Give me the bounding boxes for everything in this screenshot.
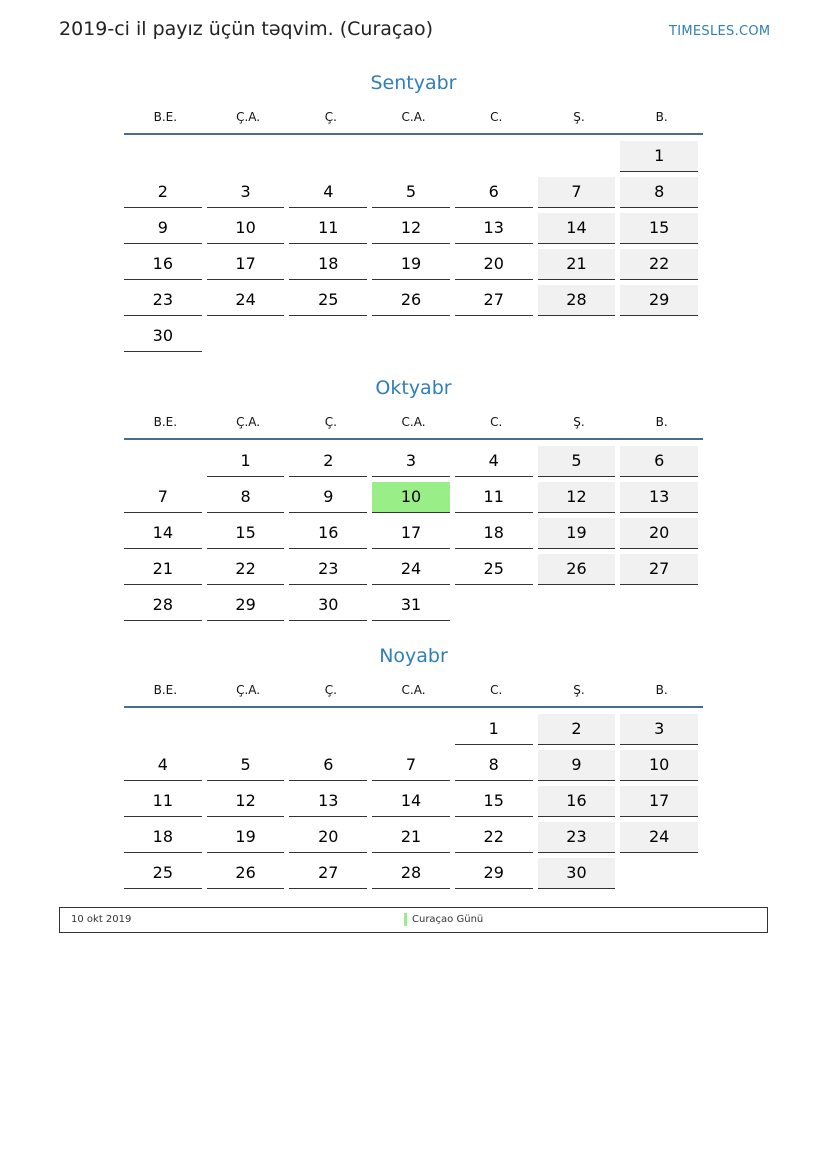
week-row xyxy=(124,482,703,518)
day-cell: 13 xyxy=(455,213,533,244)
weekday-label: Ş. xyxy=(573,683,585,697)
day-cell: 10 xyxy=(207,213,285,244)
day-cell: 29 xyxy=(620,285,698,316)
day-cell: 9 xyxy=(124,213,202,244)
weekday-label: C. xyxy=(490,415,503,429)
week-row xyxy=(124,518,703,554)
legend-box xyxy=(59,907,768,933)
day-cell: 15 xyxy=(455,786,533,817)
day-cell: 22 xyxy=(455,822,533,853)
day-cell: 3 xyxy=(372,446,450,477)
month-september xyxy=(124,69,703,357)
day-cell: 1 xyxy=(455,714,533,745)
empty-cell xyxy=(620,590,698,620)
week-row xyxy=(124,750,703,786)
day-cell: 25 xyxy=(124,858,202,889)
week-row xyxy=(124,822,703,858)
empty-cell xyxy=(124,446,202,476)
empty-cell xyxy=(538,321,616,351)
empty-cell xyxy=(207,321,285,351)
weekday-label: Ş. xyxy=(573,415,585,429)
weekday-label: C. xyxy=(490,110,503,124)
day-cell: 1 xyxy=(207,446,285,477)
empty-cell xyxy=(289,321,367,351)
weekday-label: Ş. xyxy=(573,110,585,124)
day-cell: 20 xyxy=(620,518,698,549)
day-cell: 13 xyxy=(289,786,367,817)
day-cell: 30 xyxy=(538,858,616,889)
day-cell: 25 xyxy=(455,554,533,585)
day-cell: 5 xyxy=(538,446,616,477)
legend-date: 10 okt 2019 xyxy=(71,914,132,925)
day-cell: 18 xyxy=(455,518,533,549)
day-cell: 17 xyxy=(620,786,698,817)
day-cell: 14 xyxy=(372,786,450,817)
day-cell: 30 xyxy=(124,321,202,352)
day-cell: 9 xyxy=(538,750,616,781)
legend-holiday-name: Curaçao Günü xyxy=(412,914,484,925)
empty-cell xyxy=(372,714,450,744)
weekday-label: B.E. xyxy=(153,415,178,429)
weekday-label: B. xyxy=(655,110,668,124)
month-title: Sentyabr xyxy=(370,72,457,94)
day-cell: 5 xyxy=(372,177,450,208)
day-cell: 18 xyxy=(289,249,367,280)
weekday-label: B. xyxy=(655,415,668,429)
empty-cell xyxy=(207,141,285,171)
day-cell: 23 xyxy=(289,554,367,585)
weekday-label: Ç. xyxy=(324,683,337,697)
day-cell: 29 xyxy=(455,858,533,889)
day-cell: 27 xyxy=(620,554,698,585)
day-cell: 22 xyxy=(207,554,285,585)
day-cell: 4 xyxy=(124,750,202,781)
day-cell: 24 xyxy=(620,822,698,853)
empty-cell xyxy=(124,141,202,171)
month-title: Oktyabr xyxy=(375,377,452,399)
day-cell: 15 xyxy=(207,518,285,549)
day-cell: 24 xyxy=(207,285,285,316)
day-cell: 28 xyxy=(372,858,450,889)
day-cell: 10 xyxy=(620,750,698,781)
weekday-header xyxy=(124,674,703,708)
weekday-header xyxy=(124,101,703,135)
weeks-grid xyxy=(124,135,703,357)
week-row xyxy=(124,714,703,750)
day-cell: 20 xyxy=(289,822,367,853)
weekday-label: C.A. xyxy=(401,110,426,124)
empty-cell xyxy=(207,714,285,744)
week-row xyxy=(124,141,703,177)
empty-cell xyxy=(538,141,616,171)
month-title: Noyabr xyxy=(379,645,448,667)
day-cell: 2 xyxy=(289,446,367,477)
week-row xyxy=(124,446,703,482)
day-cell: 7 xyxy=(124,482,202,513)
day-cell: 8 xyxy=(455,750,533,781)
day-cell: 28 xyxy=(538,285,616,316)
weekday-label: B.E. xyxy=(153,683,178,697)
weekday-label: Ç. xyxy=(324,110,337,124)
week-row xyxy=(124,285,703,321)
day-cell: 2 xyxy=(124,177,202,208)
day-cell: 19 xyxy=(538,518,616,549)
week-row xyxy=(124,590,703,626)
weekday-label: Ç. xyxy=(324,415,337,429)
day-cell: 19 xyxy=(207,822,285,853)
day-cell: 12 xyxy=(538,482,616,513)
day-cell: 25 xyxy=(289,285,367,316)
day-cell: 2 xyxy=(538,714,616,745)
weekday-label: C.A. xyxy=(401,683,426,697)
month-october xyxy=(124,374,703,626)
day-cell: 18 xyxy=(124,822,202,853)
week-row xyxy=(124,213,703,249)
day-cell: 8 xyxy=(207,482,285,513)
day-cell: 21 xyxy=(538,249,616,280)
weekday-label: C.A. xyxy=(401,415,426,429)
day-cell: 29 xyxy=(207,590,285,621)
day-cell: 23 xyxy=(124,285,202,316)
day-cell: 14 xyxy=(538,213,616,244)
day-cell: 17 xyxy=(207,249,285,280)
day-cell: 1 xyxy=(620,141,698,172)
day-cell: 24 xyxy=(372,554,450,585)
day-cell: 4 xyxy=(289,177,367,208)
day-cell: 22 xyxy=(620,249,698,280)
weekday-label: B. xyxy=(655,683,668,697)
week-row xyxy=(124,177,703,213)
week-row xyxy=(124,858,703,894)
empty-cell xyxy=(455,141,533,171)
day-cell: 30 xyxy=(289,590,367,621)
weekday-label: Ç.A. xyxy=(236,683,261,697)
day-cell: 13 xyxy=(620,482,698,513)
month-november xyxy=(124,642,703,894)
weeks-grid xyxy=(124,708,703,894)
day-cell: 28 xyxy=(124,590,202,621)
day-cell: 12 xyxy=(372,213,450,244)
day-cell: 8 xyxy=(620,177,698,208)
weekday-label: Ç.A. xyxy=(236,110,261,124)
empty-cell xyxy=(455,321,533,351)
day-cell: 4 xyxy=(455,446,533,477)
day-cell: 20 xyxy=(455,249,533,280)
day-cell: 17 xyxy=(372,518,450,549)
day-cell: 16 xyxy=(538,786,616,817)
day-cell: 5 xyxy=(207,750,285,781)
day-cell: 14 xyxy=(124,518,202,549)
page-title: 2019-ci il payız üçün təqvim. (Curaçao) xyxy=(59,18,434,40)
day-cell: 21 xyxy=(372,822,450,853)
day-cell: 15 xyxy=(620,213,698,244)
day-cell: 7 xyxy=(538,177,616,208)
holiday-day-cell: 10 xyxy=(372,482,450,513)
empty-cell xyxy=(455,590,533,620)
day-cell: 3 xyxy=(620,714,698,745)
empty-cell xyxy=(289,714,367,744)
legend-color-marker xyxy=(404,913,407,926)
week-row xyxy=(124,321,703,357)
day-cell: 11 xyxy=(289,213,367,244)
day-cell: 26 xyxy=(538,554,616,585)
empty-cell xyxy=(620,858,698,888)
week-row xyxy=(124,249,703,285)
empty-cell xyxy=(620,321,698,351)
empty-cell xyxy=(538,590,616,620)
weekday-label: Ç.A. xyxy=(236,415,261,429)
weekday-label: B.E. xyxy=(153,110,178,124)
day-cell: 19 xyxy=(372,249,450,280)
site-link[interactable]: TIMESLES.COM xyxy=(669,24,771,39)
day-cell: 6 xyxy=(455,177,533,208)
day-cell: 16 xyxy=(289,518,367,549)
day-cell: 11 xyxy=(455,482,533,513)
day-cell: 27 xyxy=(289,858,367,889)
day-cell: 31 xyxy=(372,590,450,621)
week-row xyxy=(124,786,703,822)
day-cell: 26 xyxy=(372,285,450,316)
weekday-header xyxy=(124,406,703,440)
week-row xyxy=(124,554,703,590)
day-cell: 6 xyxy=(620,446,698,477)
day-cell: 12 xyxy=(207,786,285,817)
day-cell: 11 xyxy=(124,786,202,817)
day-cell: 9 xyxy=(289,482,367,513)
weekday-label: C. xyxy=(490,683,503,697)
day-cell: 7 xyxy=(372,750,450,781)
day-cell: 23 xyxy=(538,822,616,853)
empty-cell xyxy=(372,141,450,171)
day-cell: 26 xyxy=(207,858,285,889)
day-cell: 27 xyxy=(455,285,533,316)
day-cell: 3 xyxy=(207,177,285,208)
day-cell: 16 xyxy=(124,249,202,280)
empty-cell xyxy=(372,321,450,351)
empty-cell xyxy=(124,714,202,744)
day-cell: 21 xyxy=(124,554,202,585)
weeks-grid xyxy=(124,440,703,626)
empty-cell xyxy=(289,141,367,171)
day-cell: 6 xyxy=(289,750,367,781)
